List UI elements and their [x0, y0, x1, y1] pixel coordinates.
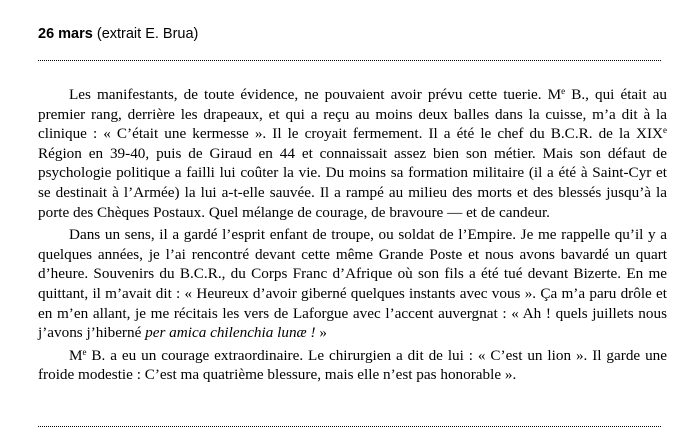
p1-text-3: Région en 39-40, puis de Giraud en 44 et connaissait assez bien son métier. Mais son défaut de psychologie politique a failli lui coûter la vie. Du moins sa formation militaire (il a été à Saint-Cyr et se destinait à l’Armée) la lui a-t-elle sauvée. Il a rampé au milieu des morts et des blessés jusqu’à la porte des Chèques Postaux. Quel mélange de courage, de bravoure — et de candeur. — [38, 144, 667, 221]
p2-italic-quote: per amica chilenchia lunæ ! — [145, 324, 316, 342]
p1-superscript-2: e — [663, 125, 667, 136]
paragraph-1 — [38, 85, 667, 222]
p1-text-1: Les manifestants, de toute évidence, ne pouvaient avoir prévu cette tuerie. M — [69, 86, 562, 103]
p1-text-2: B., qui était au premier rang, derrière les drapeaux, et qui a reçu au moins deux balles dans la cuisse, m’a dit à la clinique : « C’était une kermesse ». Il le croyait fermement. Il a été le chef du B.C.R. de la XIX — [38, 86, 667, 143]
document-heading — [38, 26, 198, 42]
p3-text-1: M — [69, 346, 83, 364]
p2-text-2: » — [315, 324, 327, 342]
p3-superscript-1: e — [82, 346, 87, 357]
paragraph-2 — [38, 225, 667, 343]
document-body — [38, 85, 667, 388]
p3-text-2: B. a eu un courage extraordinaire. Le chirurgien a dit de lui : « C’est un lion ». Il garde une froide modestie : C’est ma quatrième blessure, mais elle n’est pas honorable ». — [38, 346, 667, 384]
dotted-rule-bottom — [38, 426, 661, 427]
dotted-rule-top — [38, 60, 661, 61]
p1-superscript-1: e — [561, 86, 566, 96]
heading-source: (extrait E. Brua) — [96, 26, 199, 42]
heading-date: 26 mars — [38, 26, 93, 42]
p2-text-1: Dans un sens, il a gardé l’esprit enfant de troupe, ou soldat de l’Empire. Je me rappelle qu’il y a quelques années, je l’ai rencontré devant cette même Grande Poste et nous avons bavardé un quart d’heure. Souvenirs du B.C.R., du Corps Franc d’Afrique où son fils a été tué devant Bizerte. En me quittant, il m’avait dit : « Heureux d’avoir giberné quelques instants avec vous ». Ça m’a paru drôle et en m’en allant, je me récitais les vers de Laforgue avec l’accent auvergnat : « Ah ! quels juillets nous j’avons j’hiberné — [38, 226, 667, 342]
paragraph-3 — [38, 346, 667, 385]
